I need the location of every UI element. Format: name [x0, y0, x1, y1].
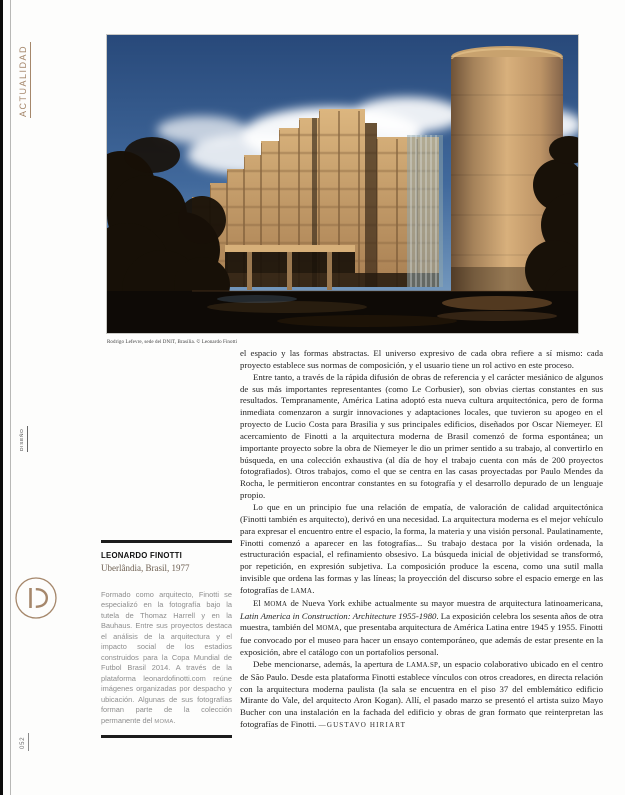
text-segment-smallcaps: LAMA.SP [406, 661, 439, 669]
text-segment: Entre tanto, a través de la rápida difusión de obras de referencia y el carácter mesiánico de algunos de sus más importantes representantes (como Le Corbusier), son obvias ciertas constantes en sus resultados. Tempranamente, América Latina adoptó esta nueva cultura arquitectónica, pero de forma inmediata comenzaron a surgir innovaciones y adaptaciones locales, que tuvieron su apogeo en el proyecto de Lucio Costa para Brasilia y sus principales edificios, diseñados por Oscar Niemeyer. El acercamiento de Finotti a la arquitectura moderna de Brasil comenzó de forma espontánea; un importante proyecto sobre la obra de Niemeyer le dio un primer sentido a su trabajo, al convertirlo en búsqueda, en una colección exhaustiva (al día de hoy el trabajo cuenta con más de 200 proyectos fotografiados). Otros trabajos, como el que se centra en las casas proyectadas por Paulo Mendes da Rocha, le permitieron encontrar constantes en su fotografía y el desarrollo depurado de un lenguaje propio. [240, 371, 603, 501]
text-segment: Formado como arquitecto, Finotti se especializó en la fotografía bajo la tutela de Thomaz Harrell y en la Bauhaus. Entre sus proyectos destaca el análisis de la arquitectura y el impacto social de los estadios construidos para la Copa Mundial de Futbol Brasil 2014. A través de la plataforma leonardofinotti.com reúne imágenes organizadas por despacho y ubicación. Algunas de sus fotografías forman parte de la colección permanente del [101, 589, 232, 725]
bio-name: LEONARDO FINOTTI [101, 550, 183, 560]
d-logo-icon [14, 576, 58, 620]
text-segment-smallcaps: MOMA [154, 718, 174, 725]
photo-caption: Rodrigo Lefevre, sede del DNIT, Brasília. © Leonardo Finotti [107, 340, 238, 345]
text-segment-smallcaps: LAMA [290, 587, 313, 595]
magazine-d-logo [14, 576, 58, 620]
text-segment: El [253, 597, 264, 608]
text-segment: . La exposición celebra los sesenta años de otra muestra, también del [240, 610, 603, 633]
bio-origin: Uberlândia, Brasil, 1977 [101, 562, 190, 573]
text-segment: , que presentaba arquitectura de América Latina entre 1945 y 1955. Finotti fue convocado por el museo para hacer un ensayo contemporáneo, que además de estar presente en la exposición, abre el catálogo con un portafolios personal. [240, 622, 603, 658]
article-text [240, 348, 603, 732]
category-label-vertical: DISEÑO [20, 426, 28, 452]
page-edge-strip [0, 0, 3, 795]
bio-bottom-rule [101, 735, 232, 738]
article-paragraph [240, 502, 603, 598]
text-segment-smallcaps: MOMA [263, 600, 288, 608]
page-number-vertical: 052 [20, 733, 29, 751]
text-segment: . [312, 584, 315, 595]
text-segment: Lo que en un principio fue una relación de empatía, de valoración de calidad arquitectónica (Finotti también es arquitecto), derivó en una necesidad. La arquitectura moderna es el mejor vehículo para expresar el encuentro entre el espacio, la forma, la materia y una visión personal. Paulatinamente, Finotti comenzó a aparecer en las fotografías... Su trabajo destaca por la visión ordenada, la estructuración espacial, el refinamiento obsesivo. La búsqueda inicial de objetividad se transformó, por repetición, en expresión subjetiva. La composición produce la escena, como una sutil malla invisible que ordena las formas y las líneas; la proyección del discurso sobre el espacio emerge en las fotografías de [240, 501, 603, 595]
building-photo-illustration [107, 35, 578, 333]
text-segment-byline: —GUSTAVO HIRIART [318, 721, 407, 730]
page-fold-line [10, 0, 11, 795]
text-segment: . [173, 715, 176, 725]
text-segment: de Nueva York exhibe actualmente su mayor muestra de arquitectura latinoamericana, [287, 597, 603, 608]
article-paragraph [240, 348, 603, 372]
bio-box [101, 540, 232, 738]
text-segment: el espacio y las formas abstractas. El universo expresivo de cada obra refiere a sí mismo: cada proyecto establece sus normas de composición, y el usuario tiene un rol activo en este proceso. [240, 348, 603, 370]
text-segment-smallcaps: MOMA [316, 625, 340, 633]
architecture-photo [106, 34, 579, 334]
bio-body [101, 590, 232, 728]
article-paragraph [240, 659, 603, 732]
text-segment-italic: Latin America in Construction: Architecture 1955-1980 [240, 610, 437, 621]
section-label-vertical: ACTUALIDAD [18, 42, 31, 118]
text-segment: , un espacio colaborativo ubicado en el centro de São Paulo. Desde esta plataforma Finotti establece vínculos con otros creadores, en directa relación con la arquitectura moderna paulista (la sala se encuentra en el piso 37 del emblemático edificio Mirante do Vale, del arquitecto Aron Kogan). Allí, el pasado marzo se presentó el artista suizo Mayo Bucher con una instalación en la fachada del edificio y obras de gran formato que reinterpretan las fotografías de Finotti. [240, 658, 603, 730]
article-paragraph [240, 372, 603, 502]
text-segment: Debe mencionarse, además, la apertura de [253, 658, 407, 669]
article-paragraph [240, 598, 603, 659]
bio-top-rule [101, 540, 232, 543]
